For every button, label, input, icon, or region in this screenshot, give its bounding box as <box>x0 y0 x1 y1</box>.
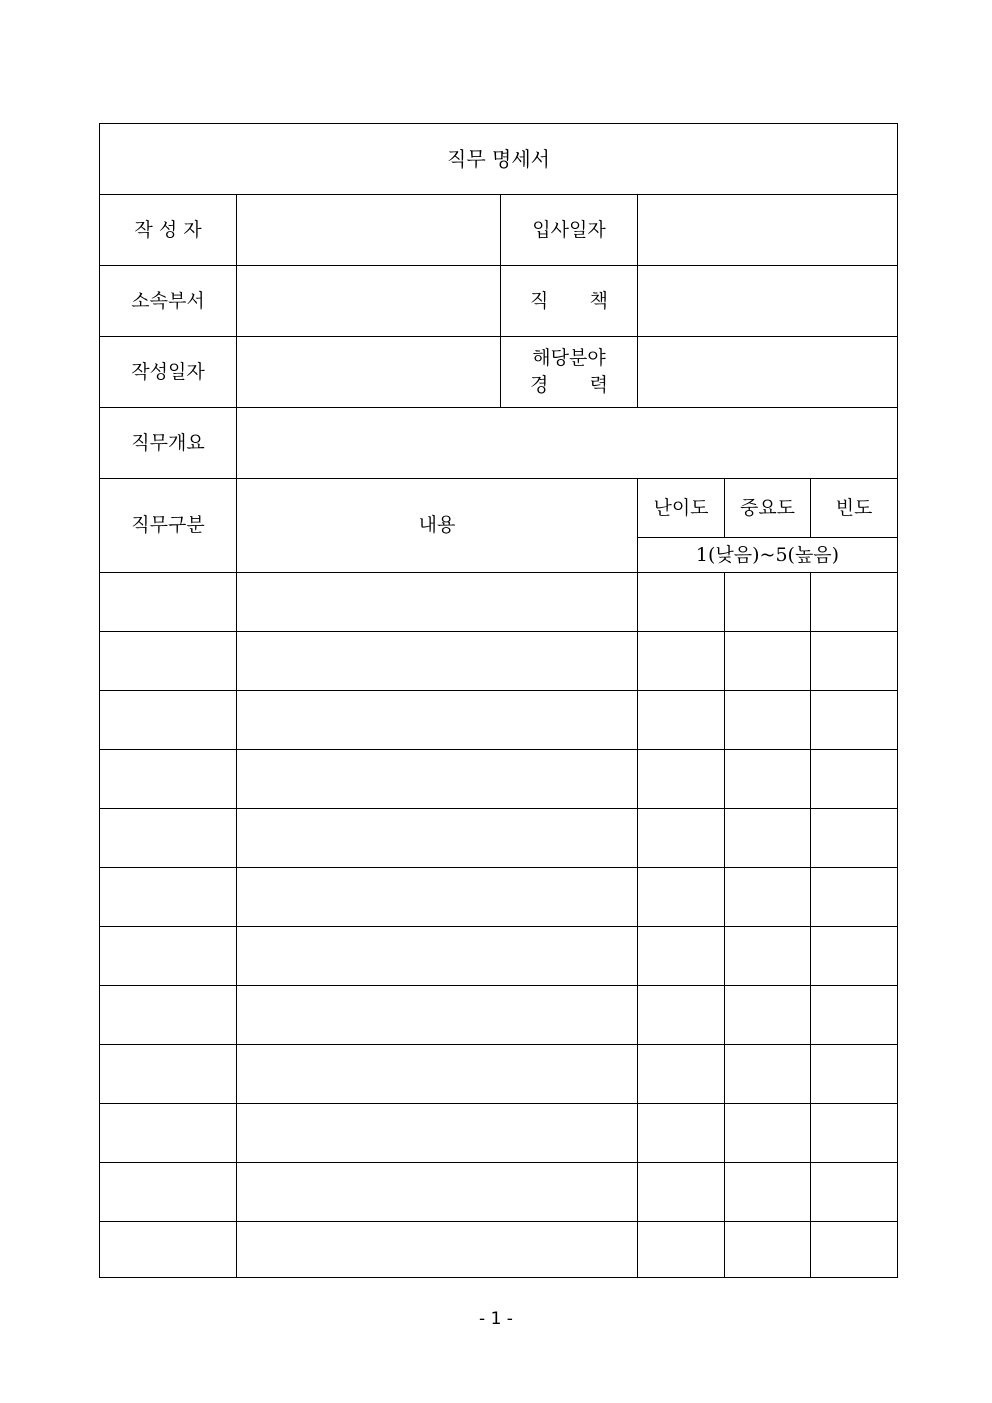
task-category-cell[interactable] <box>100 632 237 691</box>
task-content-cell[interactable] <box>237 1222 638 1278</box>
author-field[interactable] <box>237 195 501 266</box>
table-row <box>100 986 898 1045</box>
task-category-cell[interactable] <box>100 750 237 809</box>
career-label <box>501 337 638 408</box>
category-header: 직무구분 <box>100 479 237 573</box>
task-category-cell[interactable] <box>100 868 237 927</box>
task-category-cell[interactable] <box>100 809 237 868</box>
task-importance-cell[interactable] <box>725 573 811 632</box>
task-importance-cell[interactable] <box>725 691 811 750</box>
task-content-cell[interactable] <box>237 1104 638 1163</box>
task-content-cell[interactable] <box>237 691 638 750</box>
department-label: 소속부서 <box>100 266 237 337</box>
task-category-cell[interactable] <box>100 927 237 986</box>
table-row <box>100 809 898 868</box>
task-frequency-cell[interactable] <box>811 1045 898 1104</box>
task-category-cell[interactable] <box>100 1045 237 1104</box>
position-label-part2: 책 <box>589 289 608 312</box>
task-content-cell[interactable] <box>237 986 638 1045</box>
table-row <box>100 927 898 986</box>
written-date-label: 작성일자 <box>100 337 237 408</box>
department-field[interactable] <box>237 266 501 337</box>
task-importance-cell[interactable] <box>725 927 811 986</box>
career-label-part2: 력 <box>589 374 608 396</box>
table-row <box>100 1222 898 1278</box>
task-content-cell[interactable] <box>237 868 638 927</box>
table-row <box>100 1045 898 1104</box>
written-date-field[interactable] <box>237 337 501 408</box>
difficulty-header: 난이도 <box>638 479 725 538</box>
task-importance-cell[interactable] <box>725 1163 811 1222</box>
task-importance-cell[interactable] <box>725 750 811 809</box>
table-row <box>100 750 898 809</box>
document-title: 직무 명세서 <box>100 124 898 195</box>
task-content-cell[interactable] <box>237 573 638 632</box>
task-category-cell[interactable] <box>100 691 237 750</box>
task-content-cell[interactable] <box>237 632 638 691</box>
table-row <box>100 1163 898 1222</box>
position-label <box>501 266 638 337</box>
task-importance-cell[interactable] <box>725 1222 811 1278</box>
task-difficulty-cell[interactable] <box>638 750 725 809</box>
career-field[interactable] <box>638 337 898 408</box>
task-content-cell[interactable] <box>237 750 638 809</box>
task-frequency-cell[interactable] <box>811 927 898 986</box>
task-content-cell[interactable] <box>237 927 638 986</box>
table-row <box>100 573 898 632</box>
task-importance-cell[interactable] <box>725 1104 811 1163</box>
task-category-cell[interactable] <box>100 1104 237 1163</box>
author-label: 작 성 자 <box>100 195 237 266</box>
task-category-cell[interactable] <box>100 1222 237 1278</box>
task-frequency-cell[interactable] <box>811 691 898 750</box>
importance-header: 중요도 <box>725 479 811 538</box>
task-difficulty-cell[interactable] <box>638 573 725 632</box>
task-difficulty-cell[interactable] <box>638 986 725 1045</box>
task-difficulty-cell[interactable] <box>638 927 725 986</box>
task-category-cell[interactable] <box>100 986 237 1045</box>
content-header: 내용 <box>237 479 638 573</box>
task-frequency-cell[interactable] <box>811 868 898 927</box>
task-frequency-cell[interactable] <box>811 1222 898 1278</box>
task-importance-cell[interactable] <box>725 632 811 691</box>
rating-scale: 1(낮음)~5(높음) <box>638 538 898 573</box>
table-row <box>100 691 898 750</box>
task-difficulty-cell[interactable] <box>638 809 725 868</box>
hire-date-field[interactable] <box>638 195 898 266</box>
page-number: - 1 - <box>479 1309 513 1329</box>
table-row <box>100 868 898 927</box>
position-label-part1: 직 <box>530 289 549 312</box>
career-label-line1: 해당분야 <box>532 347 606 370</box>
task-importance-cell[interactable] <box>725 1045 811 1104</box>
task-difficulty-cell[interactable] <box>638 1045 725 1104</box>
task-frequency-cell[interactable] <box>811 750 898 809</box>
task-difficulty-cell[interactable] <box>638 1163 725 1222</box>
task-frequency-cell[interactable] <box>811 1163 898 1222</box>
task-frequency-cell[interactable] <box>811 809 898 868</box>
task-importance-cell[interactable] <box>725 868 811 927</box>
task-frequency-cell[interactable] <box>811 632 898 691</box>
task-difficulty-cell[interactable] <box>638 868 725 927</box>
task-content-cell[interactable] <box>237 1045 638 1104</box>
task-difficulty-cell[interactable] <box>638 1222 725 1278</box>
task-content-cell[interactable] <box>237 1163 638 1222</box>
table-row <box>100 632 898 691</box>
job-description-table <box>99 123 898 1278</box>
task-frequency-cell[interactable] <box>811 573 898 632</box>
task-difficulty-cell[interactable] <box>638 691 725 750</box>
hire-date-label: 입사일자 <box>501 195 638 266</box>
frequency-header: 빈도 <box>811 479 898 538</box>
table-row <box>100 1104 898 1163</box>
position-field[interactable] <box>638 266 898 337</box>
task-difficulty-cell[interactable] <box>638 1104 725 1163</box>
task-content-cell[interactable] <box>237 809 638 868</box>
task-importance-cell[interactable] <box>725 986 811 1045</box>
career-label-part1: 경 <box>530 374 549 396</box>
task-difficulty-cell[interactable] <box>638 632 725 691</box>
task-frequency-cell[interactable] <box>811 986 898 1045</box>
task-category-cell[interactable] <box>100 1163 237 1222</box>
overview-label: 직무개요 <box>100 408 237 479</box>
task-importance-cell[interactable] <box>725 809 811 868</box>
overview-field[interactable] <box>237 408 898 479</box>
task-frequency-cell[interactable] <box>811 1104 898 1163</box>
task-category-cell[interactable] <box>100 573 237 632</box>
